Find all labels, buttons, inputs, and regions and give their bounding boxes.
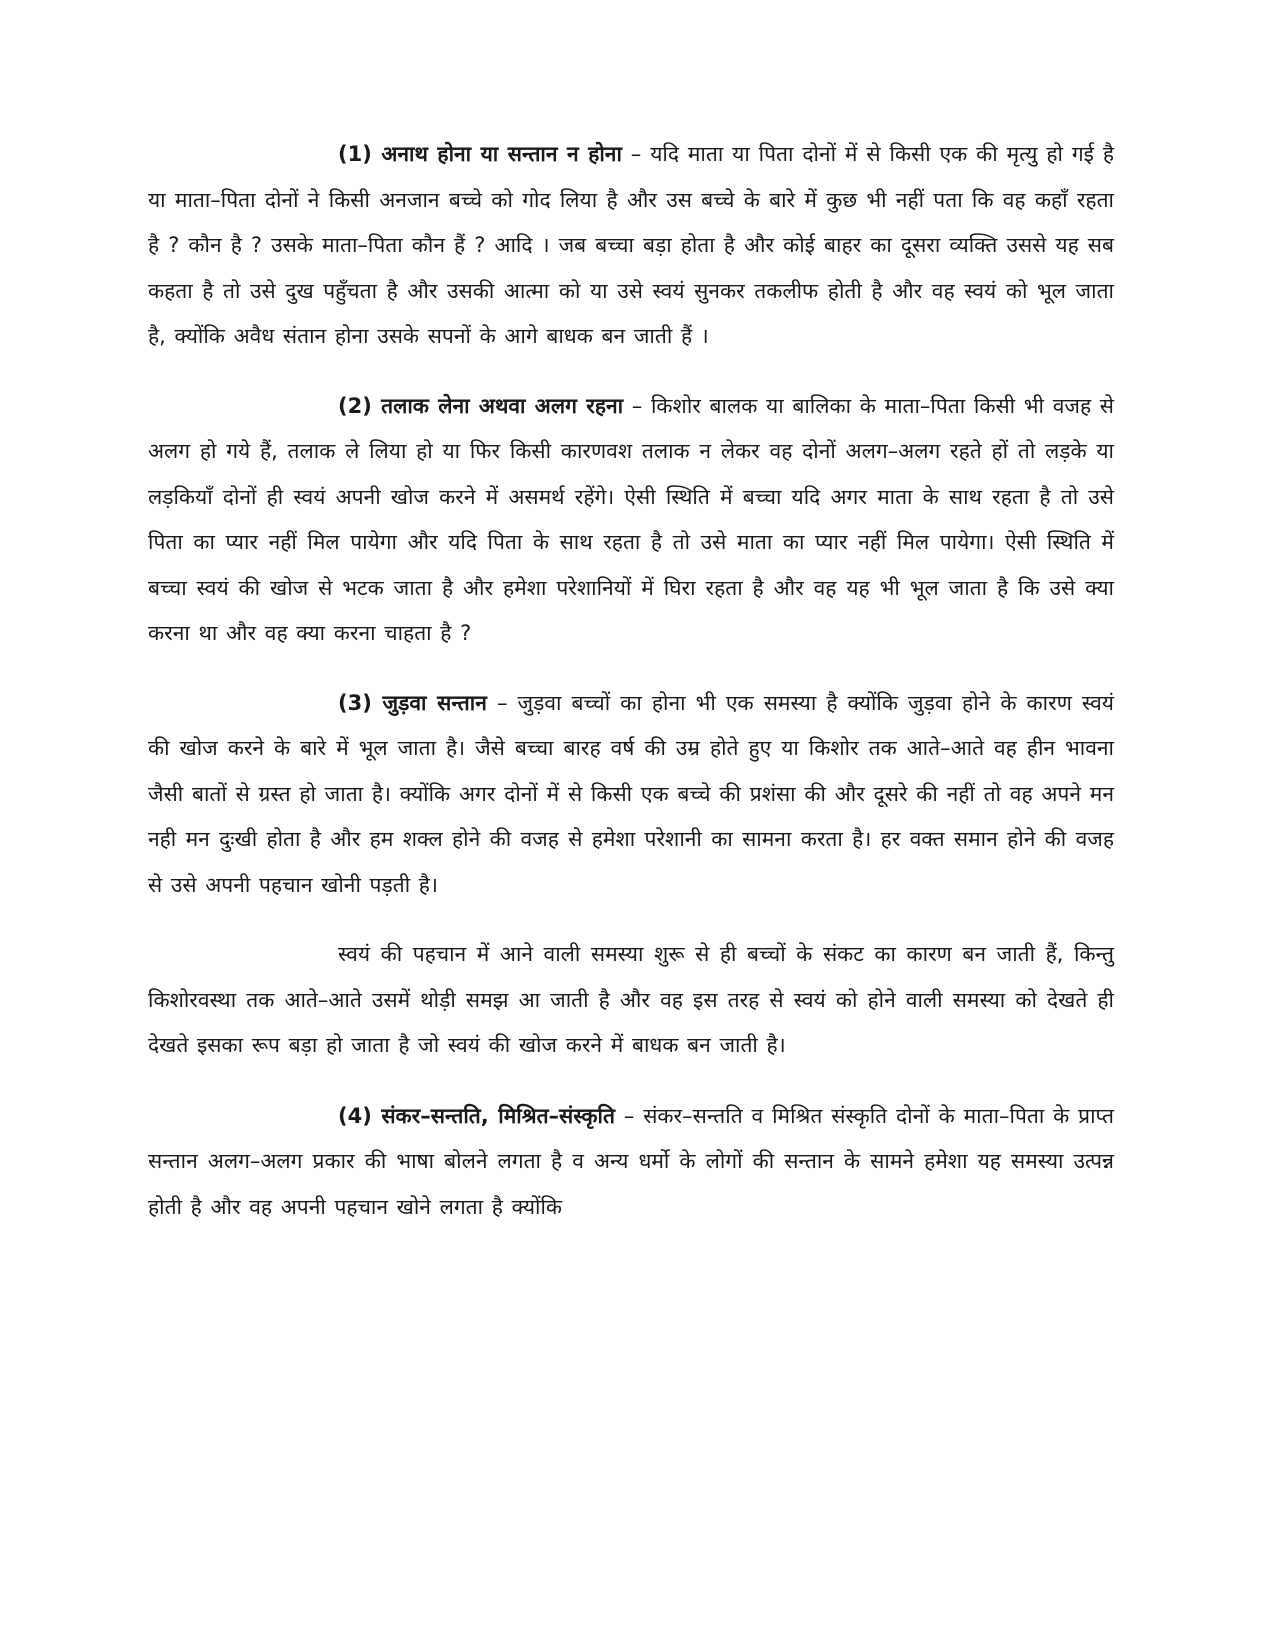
section-3-paragraph bbox=[148, 681, 1114, 909]
section-3-body: जुड़वा बच्चों का होना भी एक समस्या है क्योंकि जुड़वा होने के कारण स्वयं की खोज करने के बारे में भूल जाता है। जैसे बच्चा बारह वर्ष की उम्र होते हुए या किशोर तक आते–आते वह हीन भावना जैसी बातों से ग्रस्त हो जाता है। क्योंकि अगर दोनों में से किसी एक बच्चे की प्रशंसा की और दूसरे की नहीं तो वह अपने मन नही मन दुःखी होता है और हम शक्ल होने की वजह से हमेशा परेशानी का सामना करता है। हर वक्त समान होने की वजह से उसे अपनी पहचान खोनी पड़ती है। bbox=[148, 690, 1114, 897]
section-4-separator: – bbox=[614, 1103, 644, 1128]
section-4-body: संकर–सन्तति व मिश्रित संस्कृति दोनों के माता–पिता के प्राप्त सन्तान अलग–अलग प्रकार की भाषा बोलने लगता है व अन्य धर्मो के लोगों की सन्तान के सामने हमेशा यह समस्या उत्पन्न होती है और वह अपनी पहचान खोने लगता है क्योंकि bbox=[148, 1103, 1114, 1219]
section-4-heading: (4) संकर–सन्तति, मिश्रित–संस्कृति bbox=[338, 1103, 615, 1128]
section-2-separator: – bbox=[623, 393, 651, 418]
section-1-separator: – bbox=[621, 142, 651, 166]
section-2-heading: (2) तलाक लेना अथवा अलग रहना bbox=[338, 393, 624, 418]
summary-paragraph bbox=[148, 932, 1114, 1069]
summary-body: स्वयं की पहचान में आने वाली समस्या शुरू से ही बच्चों के संकट का कारण बन जाती हैं, किन्तु किशोरवस्था तक आते–आते उसमें थोड़ी समझ आ जाती है और वह इस तरह से स्वयं को होने वाली समस्या को देखते ही देखते इसका रूप बड़ा हो जाता है जो स्वयं की खोज करने में बाधक बन जाती है। bbox=[148, 942, 1114, 1057]
section-4-paragraph bbox=[148, 1094, 1114, 1231]
section-1-heading: (1) अनाथ होना या सन्तान न होना bbox=[338, 142, 622, 166]
section-1-paragraph bbox=[148, 132, 1114, 360]
section-3-heading: (3) जुड़वा सन्तान bbox=[338, 690, 487, 715]
section-2-paragraph bbox=[148, 384, 1114, 657]
document-page bbox=[148, 132, 1114, 1254]
section-3-separator: – bbox=[486, 690, 518, 715]
section-1-body: यदि माता या पिता दोनों में से किसी एक की मृत्यु हो गई है या माता–पिता दोनों ने किसी अनजान बच्चे को गोद लिया है और उस बच्चे के बारे में कुछ भी नहीं पता कि वह कहाँ रहता है ? कौन है ? उसके माता–पिता कौन हैं ? आदि । जब बच्चा बड़ा होता है और कोई बाहर का दूसरा व्यक्ति उससे यह सब कहता है तो उसे दुख पहुँचता है और उसकी आत्मा को या उसे स्वयं सुनकर तकलीफ होती है और वह स्वयं को भूल जाता है, क्योंकि अवैध संतान होना उसके सपनों के आगे बाधक बन जाती हैं । bbox=[148, 142, 1115, 348]
section-2-body: किशोर बालक या बालिका के माता–पिता किसी भी वजह से अलग हो गये हैं, तलाक ले लिया हो या फिर किसी कारणवश तलाक न लेकर वह दोनों अलग–अलग रहते हों तो लड़के या लड़कियाँ दोनों ही स्वयं अपनी खोज करने में असमर्थ रहेंगे। ऐसी स्थिति में बच्चा यदि अगर माता के साथ रहता है तो उसे पिता का प्यार नहीं मिल पायेगा और यदि पिता के साथ रहता है तो उसे माता का प्यार नहीं मिल पायेगा। ऐसी स्थिति में बच्चा स्वयं की खोज से भटक जाता है और हमेशा परेशानियों में घिरा रहता है और वह यह भी भूल जाता है कि उसे क्या करना था और वह क्या करना चाहता है ? bbox=[148, 393, 1114, 645]
